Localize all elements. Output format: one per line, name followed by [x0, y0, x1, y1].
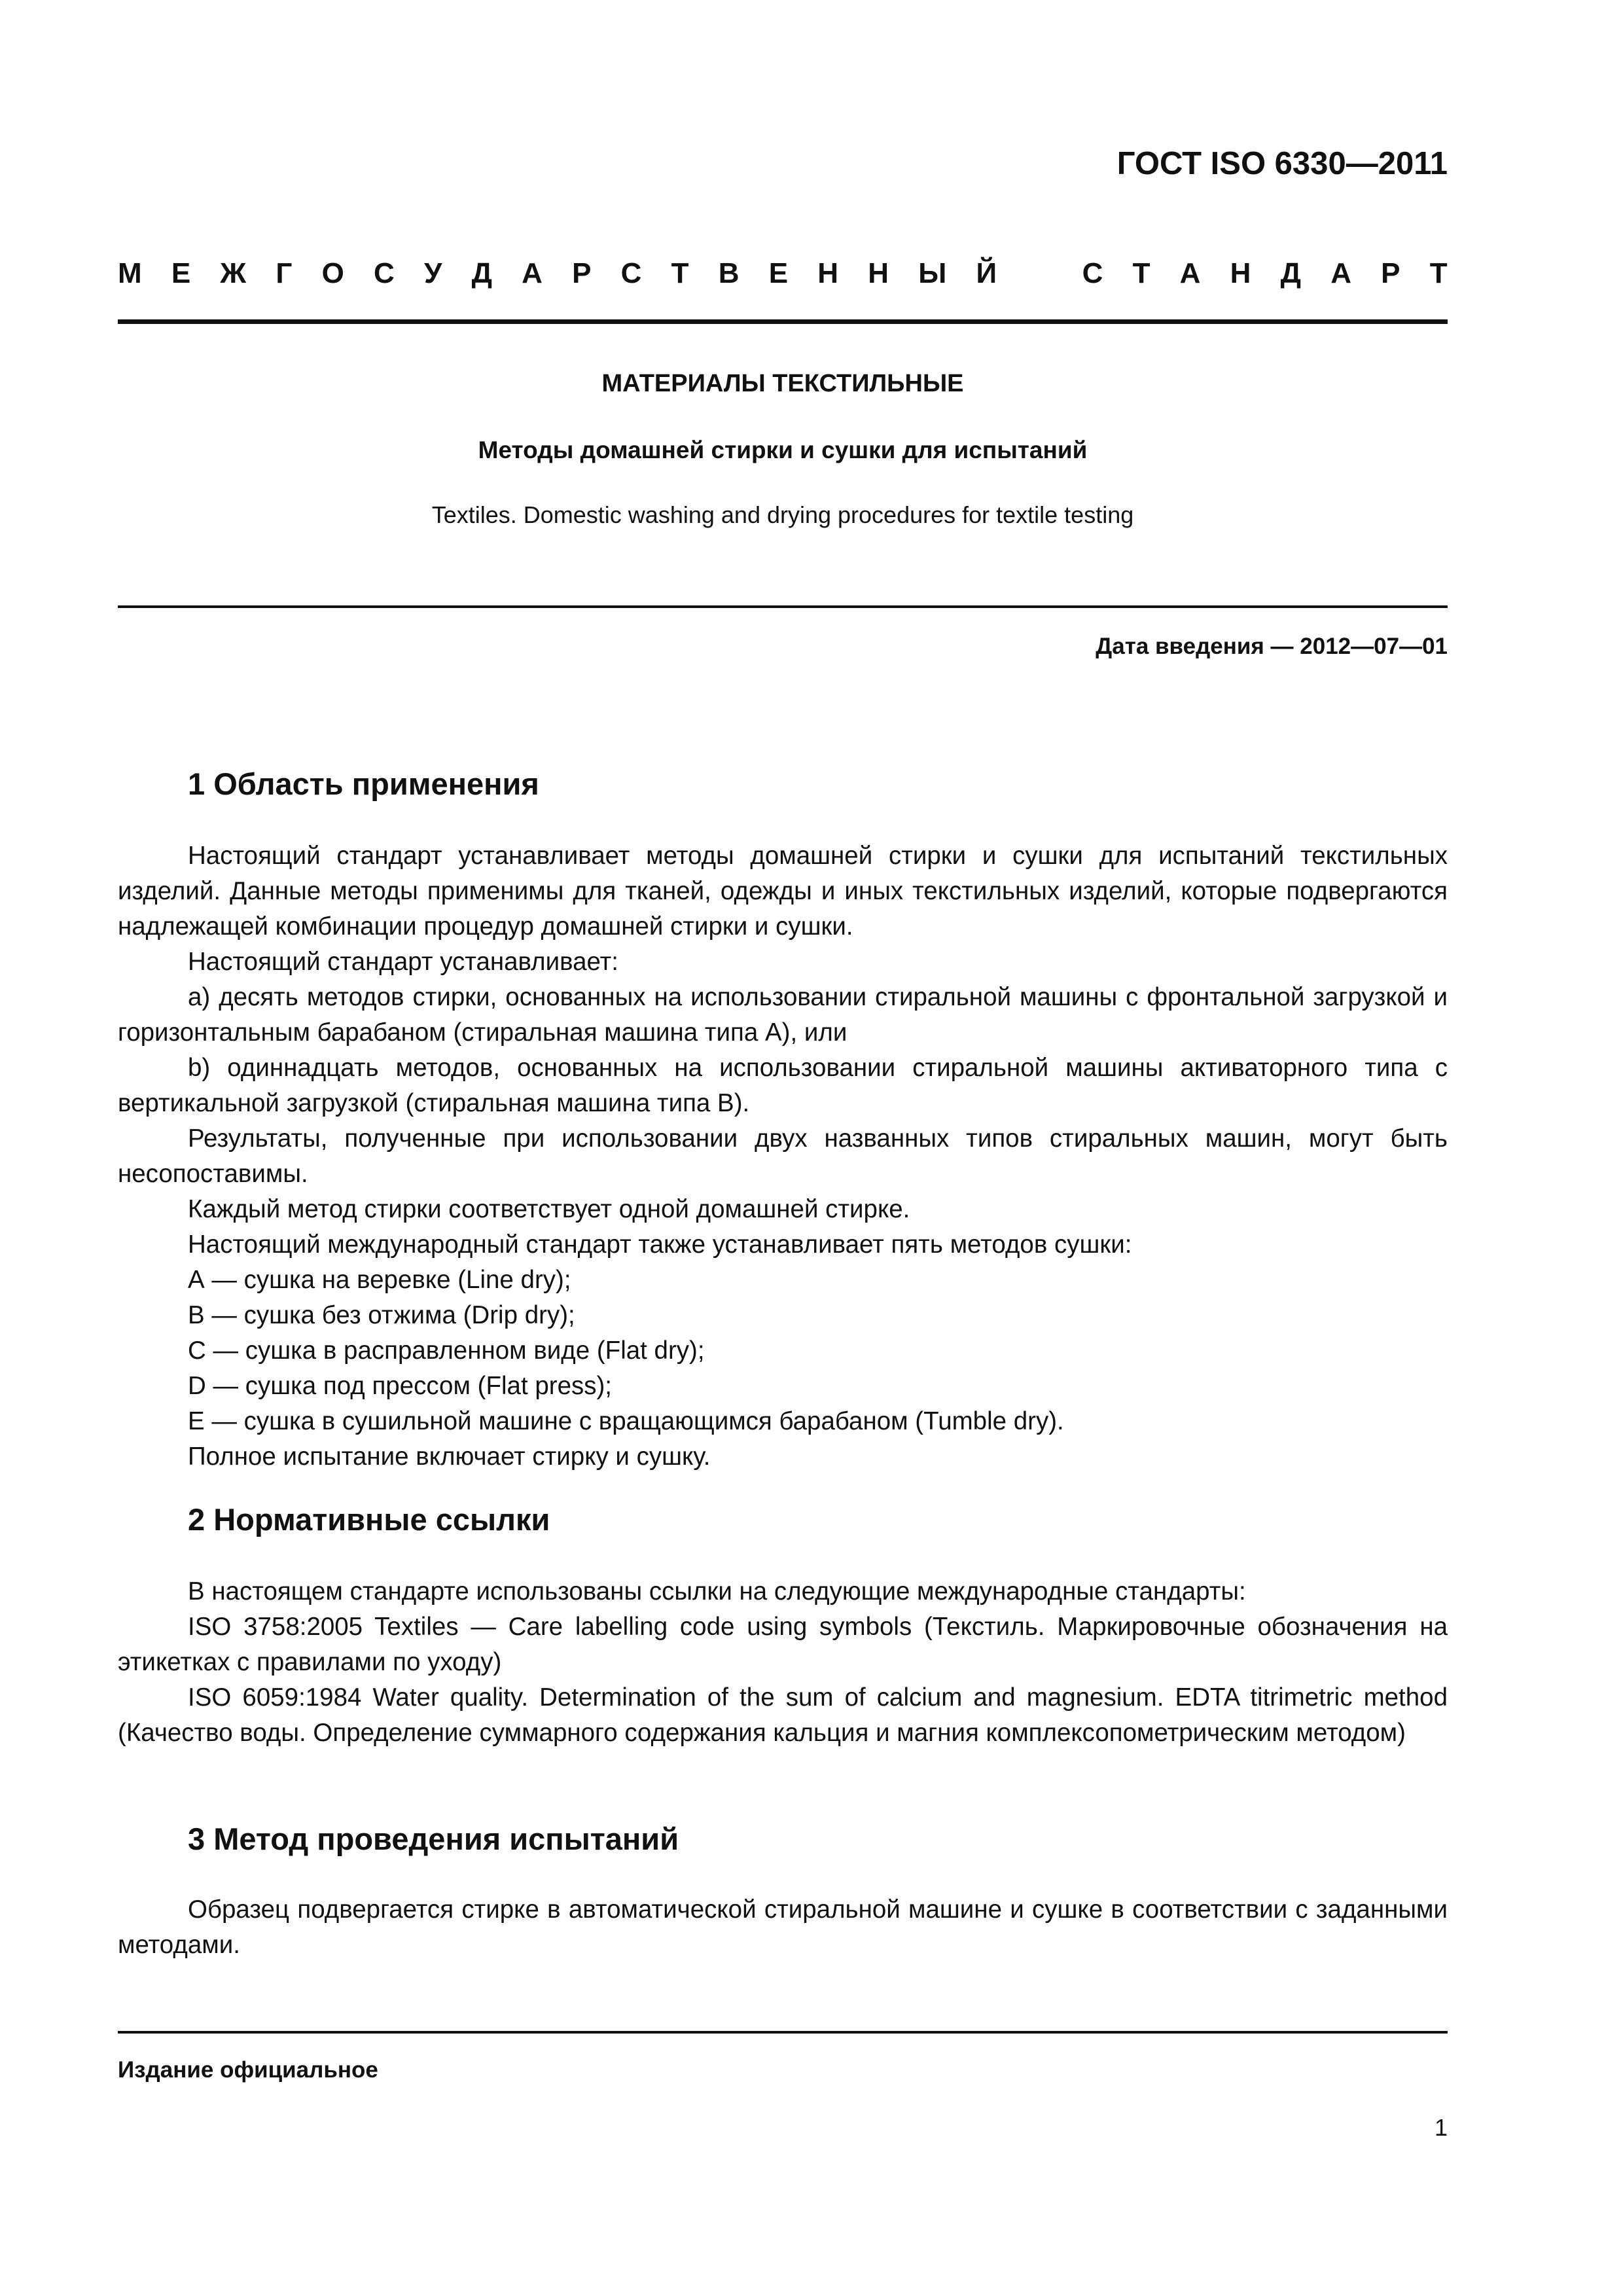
- list-item: b) одиннадцать методов, основанных на использовании стиральной машины активаторного типа с вертикальной загрузкой (стиральная машина типа В).: [118, 1054, 1448, 1117]
- standard-type-letter: Н: [817, 257, 839, 289]
- list-item: А — сушка на веревке (Line dry);: [188, 1266, 571, 1294]
- standard-type-letter: У: [423, 257, 442, 289]
- document-subtitle: Методы домашней стирки и сушки для испытаний: [478, 437, 1088, 463]
- standard-type-letter: Г: [276, 257, 293, 289]
- reference-item: ISO 3758:2005 Textiles — Care labelling code using symbols (Текстиль. Маркировочные обозначения на этикетках с правилами по уходу): [118, 1613, 1448, 1676]
- standard-type-letter: Е: [768, 257, 789, 289]
- word-gap: [1026, 257, 1052, 290]
- paragraph: Образец подвергается стирке в автоматической стиральной машине и сушке в соответствии с заданными методами.: [118, 1895, 1448, 1959]
- standard-type-letter: Й: [976, 257, 997, 289]
- paragraph: Результаты, полученные при использовании двух названных типов стиральных машин, могут быть несопоставимы.: [118, 1124, 1448, 1188]
- standard-type-letter: Д: [1280, 257, 1301, 289]
- standard-type-letter: Н: [868, 257, 889, 289]
- standard-type-letter: Т: [1429, 257, 1448, 289]
- standard-type-letter: В: [718, 257, 740, 289]
- standard-type-letter: Р: [1381, 257, 1400, 289]
- standard-type-letter: Е: [171, 257, 191, 289]
- header-divider: [118, 319, 1448, 324]
- list-item: С — сушка в расправленном виде (Flat dry);: [188, 1336, 705, 1365]
- standard-type-letter: А: [1330, 257, 1351, 289]
- list-item: a) десять методов стирки, основанных на использовании стиральной машины с фронтальной загрузкой и горизонтальным барабаном (стиральная машина типа А), или: [118, 983, 1448, 1047]
- introduction-date: Дата введения — 2012—07—01: [1096, 634, 1448, 659]
- section-2-heading: 2 Нормативные ссылки: [188, 1502, 550, 1537]
- list-item: D — сушка под прессом (Flat press);: [188, 1372, 612, 1400]
- title-divider: [118, 605, 1448, 608]
- section-1-heading: 1 Область применения: [188, 766, 539, 801]
- paragraph: Полное испытание включает стирку и сушку.: [188, 1443, 711, 1471]
- section-1-body: [118, 838, 1448, 1475]
- standard-type-letter: Т: [1132, 257, 1150, 289]
- standard-type-letter: С: [374, 257, 395, 289]
- list-item: В — сушка без отжима (Drip dry);: [188, 1301, 575, 1329]
- standard-type-letter: Н: [1230, 257, 1251, 289]
- paragraph: Настоящий международный стандарт также устанавливает пять методов сушки:: [188, 1230, 1132, 1259]
- standard-type-letter: Ы: [918, 257, 947, 289]
- document-code: ГОСТ ISO 6330—2011: [1116, 146, 1448, 181]
- standard-type-letter: С: [620, 257, 642, 289]
- standard-type-letter: А: [522, 257, 543, 289]
- paragraph: Настоящий стандарт устанавливает методы домашней стирки и сушки для испытаний текстильных изделий. Данные методы применимы для тканей, одежды и иных текстильных изделий, которые подвергаются надлежащей комбинации процедур домашней стирки и сушки.: [118, 842, 1448, 941]
- standard-type-letter: Р: [572, 257, 592, 289]
- footer-divider: [118, 2031, 1448, 2034]
- section-2-body: [118, 1574, 1448, 1751]
- reference-item: ISO 6059:1984 Water quality. Determination of the sum of calcium and magnesium. EDTA titrimetric method (Качество воды. Определение суммарного содержания кальция и магния комплексопометрическим методом): [118, 1683, 1448, 1747]
- standard-type-letter: О: [321, 257, 344, 289]
- english-title: Textiles. Domestic washing and drying procedures for textile testing: [431, 501, 1134, 528]
- standard-type-letter: Ж: [220, 257, 247, 289]
- section-3-heading: 3 Метод проведения испытаний: [188, 1821, 679, 1856]
- official-edition-label: Издание официальное: [118, 2057, 378, 2083]
- document-title: МАТЕРИАЛЫ ТЕКСТИЛЬНЫЕ: [601, 370, 964, 397]
- list-item: Е — сушка в сушильной машине с вращающимся барабаном (Tumble dry).: [188, 1407, 1064, 1435]
- standard-type-letter: Т: [671, 257, 689, 289]
- standard-type-letter: А: [1179, 257, 1201, 289]
- standard-type-letter: С: [1082, 257, 1103, 289]
- standard-type-letter: Д: [471, 257, 492, 289]
- standard-type-letter: М: [118, 257, 142, 289]
- standard-type-heading: [118, 257, 1448, 290]
- paragraph: Каждый метод стирки соответствует одной домашней стирке.: [188, 1195, 910, 1223]
- paragraph: Настоящий стандарт устанавливает:: [188, 948, 618, 976]
- paragraph: В настоящем стандарте использованы ссылки на следующие международные стандарты:: [188, 1577, 1246, 1605]
- section-3-body: [118, 1892, 1448, 1963]
- page-number: 1: [1434, 2114, 1448, 2141]
